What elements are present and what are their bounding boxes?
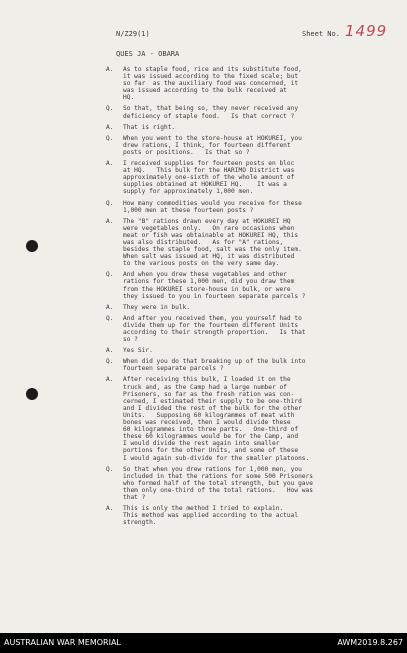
text-line: supplies obtained at HOKUREI HQ. It was a [123, 181, 287, 189]
text-line: included in that the rations for some 500 Prisoners [123, 472, 313, 480]
qa-text [116, 218, 391, 268]
question-block [106, 358, 391, 373]
qa-label: Q. [106, 199, 114, 207]
text-line: was issued according to the bulk received at [123, 87, 287, 95]
qa-text [116, 105, 391, 119]
text-line: and I divided the rest of the bulk for the other [123, 404, 302, 412]
text-line: So that when you drew rations for 1,000 men, you [123, 465, 302, 473]
sheet-label: Sheet No. [302, 30, 340, 38]
text-line: was also distributed. As for "A" rations, [123, 238, 284, 246]
text-line: that ? [123, 493, 146, 501]
question-block [106, 134, 391, 156]
text-line: When you went to the store-house at HOKUREI, you [123, 134, 302, 142]
qa-text [116, 376, 391, 461]
question-block [106, 314, 391, 344]
qa-label: Q. [106, 465, 114, 473]
qa-text [116, 66, 391, 101]
text-line: them only one-third of the total rations. How was [123, 486, 313, 494]
text-line: they issued to you in fourteen separate parcels ? [123, 292, 306, 300]
qa-label: A. [106, 123, 114, 131]
text-line: drew rations, I think, for fourteen different [123, 141, 291, 149]
text-line: who formed half of the total strength, but you gave [123, 479, 313, 487]
text-line: As to staple food, rice and its substitute food, [123, 66, 302, 73]
text-line: That is right. [123, 123, 176, 131]
qa-label: Q. [106, 358, 114, 366]
text-line: This method was applied according to the actual [123, 512, 299, 520]
answer-block [106, 160, 391, 196]
text-line: Yes Sir. [123, 347, 153, 355]
qa-label: Q. [106, 314, 114, 322]
qa-label: Q. [106, 105, 114, 113]
text-line: supply for approximately 1,000 men. [123, 188, 254, 196]
qa-text [116, 315, 391, 343]
text-line: it was issued according to the fixed scale; but [123, 73, 299, 81]
qa-text [116, 135, 391, 156]
qa-text [116, 304, 391, 311]
qa-label: A. [106, 505, 114, 513]
text-line: So that, that being so, they never received any [123, 105, 299, 113]
text-line: from the HOKUREI store-house in bulk, or were [123, 285, 291, 293]
text-line: portions for the other Units, and some of these [123, 447, 299, 455]
question-block [106, 199, 391, 214]
text-line: When salt was issued at HQ, it was distributed [123, 253, 295, 261]
text-line: This is only the method I tried to explain. [123, 505, 284, 513]
qa-label: A. [106, 160, 114, 168]
qa-label: A. [106, 217, 114, 225]
qa-text [116, 124, 391, 131]
question-block [106, 465, 391, 501]
qa-text [116, 160, 391, 195]
answer-block [106, 217, 391, 268]
text-line: rations for these 1,000 men, did you draw them [123, 278, 295, 286]
answer-block [106, 347, 391, 355]
text-line: deficiency of staple food. Is that correct ? [123, 112, 295, 120]
text-line: besides the staple food, salt was the only item. [123, 246, 302, 254]
answer-block [106, 376, 391, 462]
text-line: Prisoners, so far as the fresh ration was con- [123, 390, 295, 398]
text-line: posts or positions. Is that so ? [123, 148, 250, 156]
document-reference: N/Z29(1) [116, 30, 150, 38]
question-answer-list [106, 66, 391, 530]
qa-label: A. [106, 376, 114, 384]
text-line: so far as the auxiliary food was concerned, it [123, 80, 299, 88]
text-line: cerned, I estimated their supply to be one-third [123, 397, 302, 405]
question-block [106, 105, 391, 120]
text-line: I would again sub-divide for the smaller platoons. [123, 454, 310, 462]
qa-text [116, 271, 391, 299]
qa-label: A. [106, 66, 114, 73]
sheet-number: 1499 [345, 22, 388, 40]
text-line: approximately one-sixth of the whole amount of [123, 174, 295, 182]
text-line: were vegetables only. On rare occasions when [123, 224, 295, 232]
text-line: so ? [123, 336, 138, 344]
answer-block [106, 66, 391, 102]
text-line: How many commodities would you receive for these [123, 199, 302, 207]
text-line: meat or fish was obtainable at HOKUREI HQ, this [123, 231, 299, 239]
text-line: After receiving this bulk, I loaded it on the [123, 376, 291, 384]
text-line: I would divide the rest again into smaller [123, 440, 280, 448]
text-line: fourteen separate parcels ? [123, 365, 224, 373]
text-line: They were in bulk. [123, 303, 191, 311]
text-line: 1,000 men at these fourteen posts ? [123, 206, 254, 214]
qa-text [116, 358, 391, 372]
document-heading: QUES JA - OBARA [116, 50, 180, 58]
punch-hole [26, 388, 38, 400]
qa-text [116, 200, 391, 214]
qa-label: Q. [106, 134, 114, 142]
question-block [106, 271, 391, 300]
text-line: And after you received them, you yourself had to [123, 314, 302, 322]
text-line: these 60 kilogrammes would be for the Camp, and [123, 433, 299, 441]
text-line: Units. Supposing 60 kilogrammes of meat with [123, 411, 295, 419]
punch-hole [26, 240, 38, 252]
footer-accession-number: AWM2019.8.267 [337, 638, 403, 647]
answer-block [106, 123, 391, 131]
qa-label: A. [106, 303, 114, 311]
text-line: And when you drew these vegetables and other [123, 271, 287, 279]
archive-footer [0, 633, 407, 653]
text-line: to the various posts on the very same day. [123, 260, 280, 268]
qa-label: Q. [106, 271, 114, 279]
qa-label: A. [106, 347, 114, 355]
text-line: truck and, as the Camp had a large number of [123, 383, 287, 391]
qa-text [116, 347, 391, 354]
answer-block [106, 303, 391, 311]
text-line: When did you do that breaking up of the bulk into [123, 358, 306, 366]
text-line: strength. [123, 519, 157, 527]
text-line: 60 kilogrammes into three parts. One-third of [123, 426, 299, 434]
text-line: I received supplies for fourteen posts en bloc [123, 160, 295, 168]
text-line: HQ. [123, 94, 135, 102]
text-line: at HQ. This bulk for the HARIMO District was [123, 167, 295, 175]
text-line: bones was received, then I would divide these [123, 419, 291, 427]
footer-institution: AUSTRALIAN WAR MEMORIAL [4, 638, 121, 647]
qa-text [116, 466, 391, 501]
qa-text [116, 505, 391, 526]
text-line: The "B" rations drawn every day at HOKUREI HQ [123, 217, 291, 225]
answer-block [106, 505, 391, 527]
text-line: according to their strength proportion. Is that [123, 329, 306, 336]
text-line: divide them up for the fourteen different Units [123, 321, 299, 329]
